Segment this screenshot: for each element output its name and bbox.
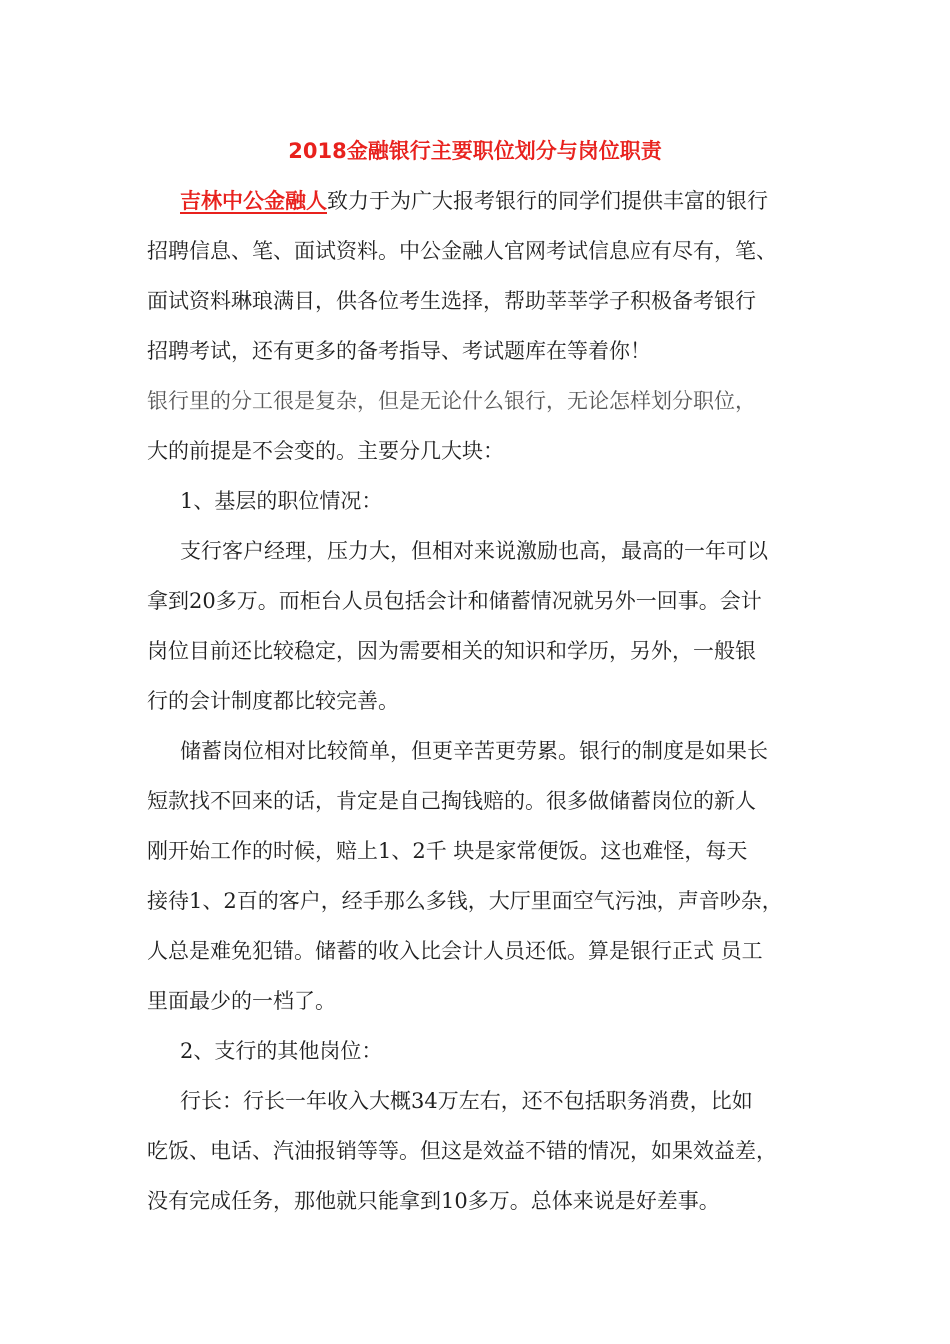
section2-p1-line: 吃饭、电话、汽油报销等等。但这是效益不错的情况，如果效益差， [147,1139,777,1163]
section1-p1-line: 岗位目前还比较稳定，因为需要相关的知识和学历，另外，一般银 [147,639,756,663]
section2-p1-line: 没有完成任务，那他就只能拿到10多万。总体来说是好差事。 [147,1189,720,1213]
section1-p2-line: 储蓄岗位相对比较简单，但更辛苦更劳累。银行的制度是如果长 [180,739,768,763]
intro-line-1 [180,186,768,216]
intro-line-4: 招聘考试，还有更多的备考指导、考试题库在等着你！ [147,339,651,363]
section1-p2-line: 接待1、2百的客户，经手那么多钱，大厅里面空气污浊，声音吵杂， [147,889,783,913]
intro-line-3: 面试资料琳琅满目，供各位考生选择，帮助莘莘学子积极备考银行 [147,289,756,313]
preface-line-1: 银行里的分工很是复杂，但是无论什么银行，无论怎样划分职位， [147,389,756,413]
section1-p1-line: 支行客户经理，压力大，但相对来说激励也高，最高的一年可以 [180,539,768,563]
section1-p1-line: 拿到20多万。而柜台人员包括会计和储蓄情况就另外一回事。会计 [147,589,762,613]
section2-p1-line: 行长：行长一年收入大概34万左右，还不包括职务消费，比如 [180,1089,753,1113]
section2-heading: 2、支行的其他岗位： [180,1039,383,1063]
section1-p2-line: 刚开始工作的时候，赔上1、2千 块是家常便饭。这也难怪，每天 [147,839,748,863]
intro-link[interactable]: 吉林中公金融人 [180,189,327,213]
section1-p2-line: 人总是难免犯错。储蓄的收入比会计人员还低。算是银行正式 员工 [147,939,763,963]
preface-line-2: 大的前提是不会变的。主要分几大块： [147,439,504,463]
intro-line-2: 招聘信息、笔、面试资料。中公金融人官网考试信息应有尽有，笔、 [147,239,777,263]
document-title: 2018金融银行主要职位划分与岗位职责 [288,139,662,163]
intro-line-1-text: 致力于为广大报考银行的同学们提供丰富的银行 [327,189,768,213]
section1-p2-line: 里面最少的一档了。 [147,989,336,1013]
section1-heading: 1、基层的职位情况： [180,489,383,513]
section1-p2-line: 短款找不回来的话，肯定是自己掏钱赔的。很多做储蓄岗位的新人 [147,789,756,813]
section1-p1-line: 行的会计制度都比较完善。 [147,689,399,713]
